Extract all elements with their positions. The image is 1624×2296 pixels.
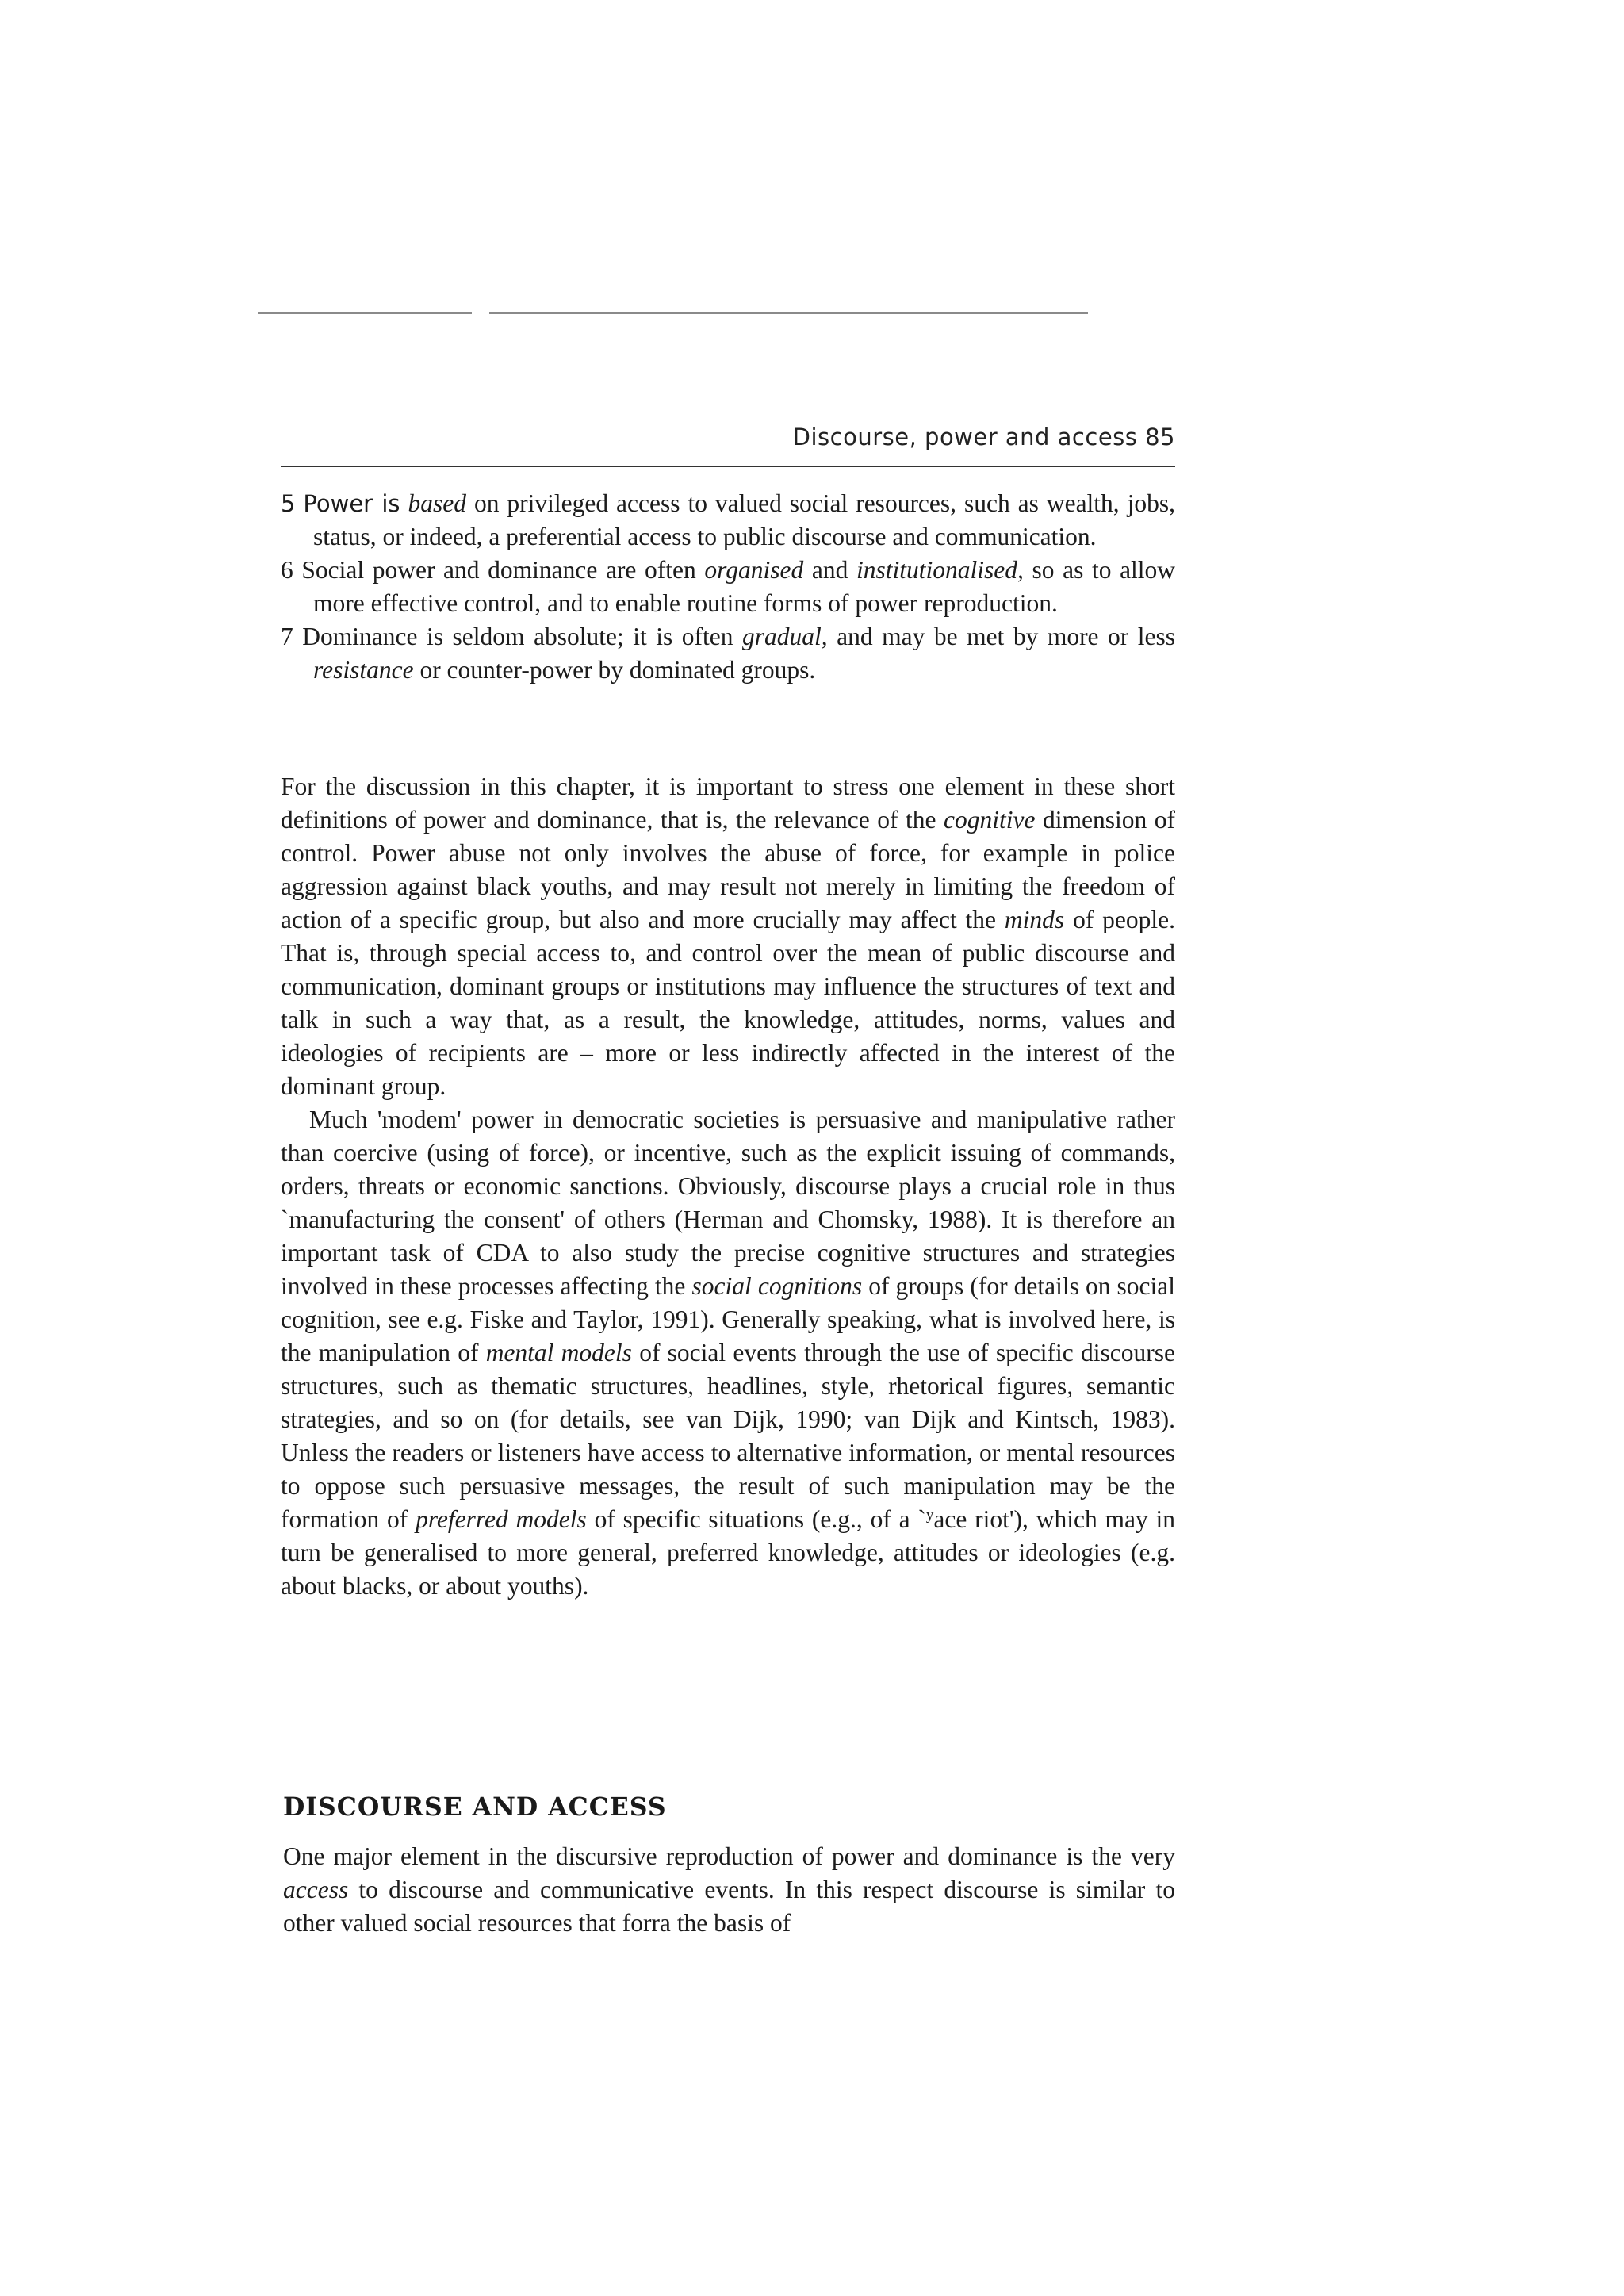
list-item-6 [281,554,1175,620]
paragraph-text: One major element in the discursive reproduction of power and dominance is the very [283,1842,1175,1870]
list-item-text: and may be met by more or less [837,623,1176,650]
list-item-text: on privileged access to valued social resources, such as wealth, jobs, status, or indeed, a preferential access to public discourse and communication. [313,489,1176,550]
paragraph-2 [281,1103,1175,1603]
list-item-number: 6 [281,556,293,584]
emphasis: resistance [313,656,414,684]
paragraph-text: to discourse and communicative events. In this respect discourse is similar to other valued social resources that forra the basis of [283,1876,1175,1937]
paragraph-text: of social events through the use of specific discourse structures, such as thematic structures, headlines, style, rhetorical figures, semantic strategies, and so on (for details, see van Dijk, 1990; van Dijk and Kintsch, 1983). Unless the readers or listeners have access to alternative information, or mental resources to oppose such persuasive messages, the result of such manipulation may be the formation of [281,1339,1175,1533]
list-item-lead: Power is [303,490,400,517]
section-heading: DISCOURSE AND ACCESS [283,1792,667,1822]
list-item-5 [281,487,1175,554]
running-head: Discourse, power and access 85 [792,424,1175,450]
emphasis: institutionalised, [856,556,1024,584]
paragraph-text: of people. That is, through special access to, and control over the mean of public discourse and communication, dominant groups or institutions may influence the structures of text and talk in such a way that, as a result, the knowledge, attitudes, norms, values and ideologies of recipients are – more or less indirectly affected in the interest of the dominant group. [281,906,1176,1100]
top-decorative-rule-left [258,312,472,314]
top-decorative-rule-right [489,312,1088,314]
paragraph-text: For the discussion in this chapter, it is important to stress one element in these short definitions of power and dominance, that is, the relevance of the [281,772,1175,834]
emphasis: social cognitions [691,1272,863,1300]
paragraph-text: dimension of control. Power abuse not only involves the abuse of force, for example in police aggression against black youths, and may result not merely in limiting the freedom of action of a specific group, but also and more crucially may affect the [281,806,1175,933]
numbered-list [281,487,1175,687]
emphasis: mental models [485,1339,632,1366]
section-body [283,1840,1175,1940]
list-item-text: so as to allow more effective control, and to enable routine forms of power reproduction. [313,556,1176,617]
paragraph-text: ace riot'), which may in turn be generalised to more general, preferred knowledge, attitudes or ideologies (e.g. about blacks, or about youths). [281,1505,1176,1600]
section-paragraph [283,1840,1175,1940]
emphasis: based [408,489,466,517]
emphasis: access [283,1876,349,1903]
emphasis: cognitive [944,806,1036,834]
list-item-7 [281,620,1175,687]
list-item-lead: Social power and dominance are often [301,556,696,584]
list-item-lead: Dominance is seldom absolute; it is often [302,623,733,650]
running-head-rule [281,466,1175,467]
emphasis: gradual, [741,623,828,650]
paragraph-text: Much 'modem' power in democratic societies is persuasive and manipulative rather than coercive (using of force), or incentive, such as the explicit issuing of commands, orders, threats or economic sanctions. Obviously, discourse plays a crucial role in thus `manufacturing the consent' of others (Herman and Chomsky, 1988). It is therefore an important task of CDA to also study the precise cognitive structures and strategies involved in these processes affecting the [281,1106,1175,1300]
emphasis: minds [1004,906,1065,933]
emphasis: preferred models [416,1505,587,1533]
paragraph-1 [281,770,1175,1103]
list-item-text: and [811,556,848,584]
paragraph-text: of groups (for details on social cognition, see e.g. Fiske and Taylor, 1991). Generally speaking, what is involved here, is the manipulation of [281,1272,1176,1366]
superscript-artifact: y [925,1507,934,1524]
emphasis: organised [704,556,804,584]
list-item-text: or counter-power by dominated groups. [419,656,816,684]
list-item-number: 7 [281,623,293,650]
body-text [281,770,1175,1603]
paragraph-text: of specific situations (e.g., of a ` [594,1505,926,1533]
list-item-number: 5 [281,490,296,517]
